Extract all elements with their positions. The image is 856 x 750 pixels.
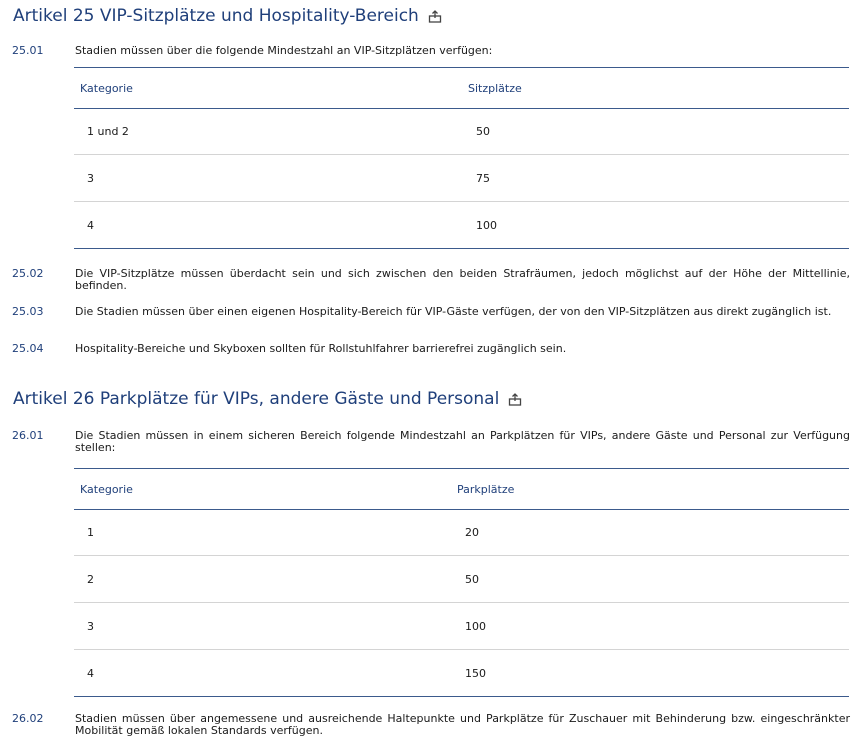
paragraph-number: 26.02 bbox=[12, 712, 44, 725]
column-header-sitzplaetze: Sitzplätze bbox=[468, 81, 522, 95]
paragraph-number: 25.02 bbox=[12, 267, 44, 280]
table-cell: 50 bbox=[465, 572, 479, 586]
table-cell: 3 bbox=[87, 171, 94, 185]
column-header-parkplaetze: Parkplätze bbox=[457, 482, 515, 496]
table-cell: 100 bbox=[465, 619, 486, 633]
column-header-kategorie: Kategorie bbox=[80, 482, 133, 496]
table-cell: 50 bbox=[476, 125, 490, 138]
table-row bbox=[74, 510, 849, 556]
table-cell: 3 bbox=[87, 619, 94, 633]
table-cell: 100 bbox=[476, 218, 497, 232]
table-cell: 4 bbox=[87, 666, 94, 680]
paragraph-number: 25.04 bbox=[12, 342, 44, 355]
parking-table bbox=[74, 468, 849, 697]
table-row bbox=[74, 155, 849, 202]
table-row bbox=[74, 556, 849, 603]
paragraph-text: Stadien müssen über angemessene und ausreichende Haltepunkte und Parkplätze für Zuschauer mit Behinderung bzw. eingeschränkter Mobilität gemäß lokalen Standards verfügen. bbox=[75, 712, 850, 737]
table-row bbox=[74, 603, 849, 650]
paragraph-number: 26.01 bbox=[12, 429, 44, 442]
table-row bbox=[74, 202, 849, 249]
paragraph-text: Die Stadien müssen über einen eigenen Hospitality-Bereich für VIP-Gäste verfügen, der von den VIP-Sitzplätzen aus direkt zugänglich ist. bbox=[75, 305, 832, 318]
paragraph-text: Die Stadien müssen in einem sicheren Bereich folgende Mindestzahl an Parkplätzen für VIPs, andere Gäste und Personal zur Verfügung stellen: bbox=[75, 429, 850, 454]
article-25-heading bbox=[13, 6, 443, 26]
article-26-title: Artikel 26 Parkplätze für VIPs, andere Gäste und Personal bbox=[13, 389, 500, 409]
table-cell: 1 bbox=[87, 526, 94, 539]
column-header-kategorie: Kategorie bbox=[80, 81, 133, 95]
share-icon[interactable] bbox=[427, 8, 443, 24]
table-header bbox=[74, 67, 849, 109]
table-row bbox=[74, 109, 849, 155]
paragraph-text: Hospitality-Bereiche und Skyboxen sollten für Rollstuhlfahrer barrierefrei zugänglich sein. bbox=[75, 342, 567, 355]
article-25-title: Artikel 25 VIP-Sitzplätze und Hospitality-Bereich bbox=[13, 6, 419, 26]
table-cell: 20 bbox=[465, 526, 479, 539]
vip-seats-table bbox=[74, 67, 849, 249]
article-26-heading bbox=[13, 389, 523, 409]
paragraph-text: Die VIP-Sitzplätze müssen überdacht sein und sich zwischen den beiden Strafräumen, jedoch möglichst auf der Höhe der Mittellinie, befinden. bbox=[75, 267, 850, 292]
table-cell: 1 und 2 bbox=[87, 125, 129, 138]
table-cell: 4 bbox=[87, 218, 94, 232]
paragraph-number: 25.03 bbox=[12, 305, 44, 318]
share-icon[interactable] bbox=[507, 391, 523, 407]
table-cell: 75 bbox=[476, 171, 490, 185]
table-header bbox=[74, 468, 849, 510]
table-row bbox=[74, 650, 849, 697]
paragraph-text: Stadien müssen über die folgende Mindestzahl an VIP-Sitzplätzen verfügen: bbox=[75, 44, 493, 57]
table-cell: 150 bbox=[465, 666, 486, 680]
table-cell: 2 bbox=[87, 572, 94, 586]
paragraph-number: 25.01 bbox=[12, 44, 44, 57]
